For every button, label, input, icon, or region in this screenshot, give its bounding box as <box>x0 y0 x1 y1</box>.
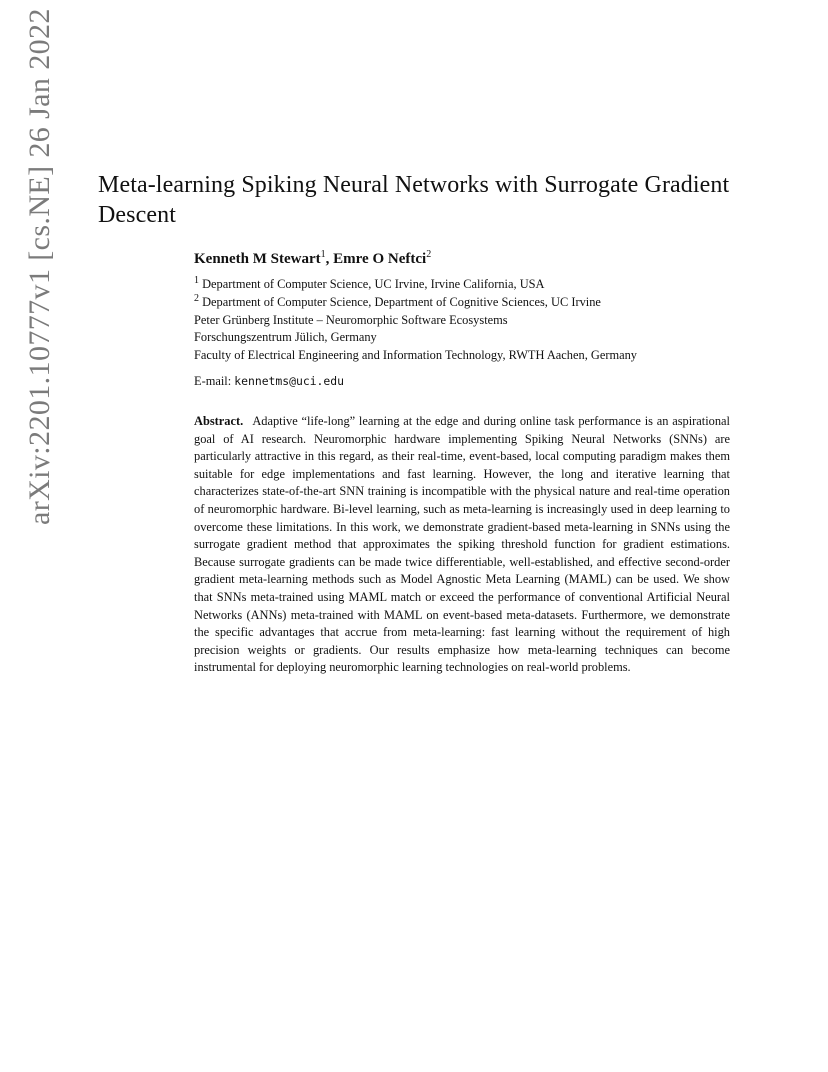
paper-first-page <box>98 170 738 675</box>
affiliation-line <box>194 276 730 294</box>
arxiv-identifier-stamp: arXiv:2201.10777v1 [cs.NE] 26 Jan 2022 <box>23 8 56 525</box>
email-label: E-mail: <box>194 373 235 388</box>
author-list <box>194 248 730 270</box>
affiliation-text: Peter Grünberg Institute – Neuromorphic Software Ecosystems <box>194 312 508 327</box>
author-name: Emre O Neftci <box>333 251 427 267</box>
abstract-label: Abstract. <box>194 413 244 428</box>
affiliation-line <box>194 294 730 312</box>
email-line <box>194 372 730 390</box>
affiliation-line <box>194 329 730 347</box>
affiliation-text: Faculty of Electrical Engineering and Information Technology, RWTH Aachen, Germany <box>194 348 637 363</box>
affiliation-line <box>194 347 730 365</box>
affiliation-mark: 2 <box>194 292 199 304</box>
author-name: Kenneth M Stewart <box>194 251 321 267</box>
author-separator: , <box>325 251 334 267</box>
front-matter <box>194 248 730 677</box>
affiliation-line <box>194 312 730 330</box>
author-affiliation-mark: 1 <box>320 249 326 260</box>
affiliation-text: Department of Computer Science, UC Irvine, Irvine California, USA <box>202 277 545 291</box>
author-affiliation-mark: 2 <box>426 249 432 260</box>
paper-title: Meta-learning Spiking Neural Networks with Surrogate Gradient Descent <box>98 172 730 228</box>
abstract <box>194 413 730 677</box>
affiliation-text: Department of Computer Science, Department of Cognitive Sciences, UC Irvine <box>202 294 601 309</box>
abstract-text: Adaptive “life-long” learning at the edge and during online task performance is an aspirational goal of AI research. Neuromorphic hardware implementing Spiking Neural Networks (SNNs) are particularly attractive in this regard, as their real-time, event-based, local computing paradigm makes them suitable for edge implementations and fast learning. However, the long and iterative learning that characterizes state-of-the-art SNN training is incompatible with the physical nature and real-time operation of neuromorphic hardware. Bi-level learning, such as meta-learning is increasingly used in deep learning to overcome these limitations. In this work, we demonstrate gradient-based meta-learning in SNNs using the surrogate gradient method that approximates the spiking threshold function for gradient estimations. Because surrogate gradients can be made twice differentiable, well-established, and effective second-order gradient meta-learning methods such as Model Agnostic Meta Learning (MAML) can be used. We show that SNNs meta-trained using MAML match or exceed the performance of conventional Artificial Neural Networks (ANNs) meta-trained with MAML on event-based meta-datasets. Furthermore, we demonstrate the specific advantages that accrue from meta-learning: fast learning without the requirement of high precision weights or gradients. Our results emphasize how meta-learning techniques can become instrumental for deploying neuromorphic learning technologies on real-world problems. <box>194 413 730 675</box>
affiliation-text: Forschungszentrum Jülich, Germany <box>194 330 377 345</box>
email-address: kennetms@uci.edu <box>234 373 344 388</box>
affiliation-mark: 1 <box>194 274 199 286</box>
